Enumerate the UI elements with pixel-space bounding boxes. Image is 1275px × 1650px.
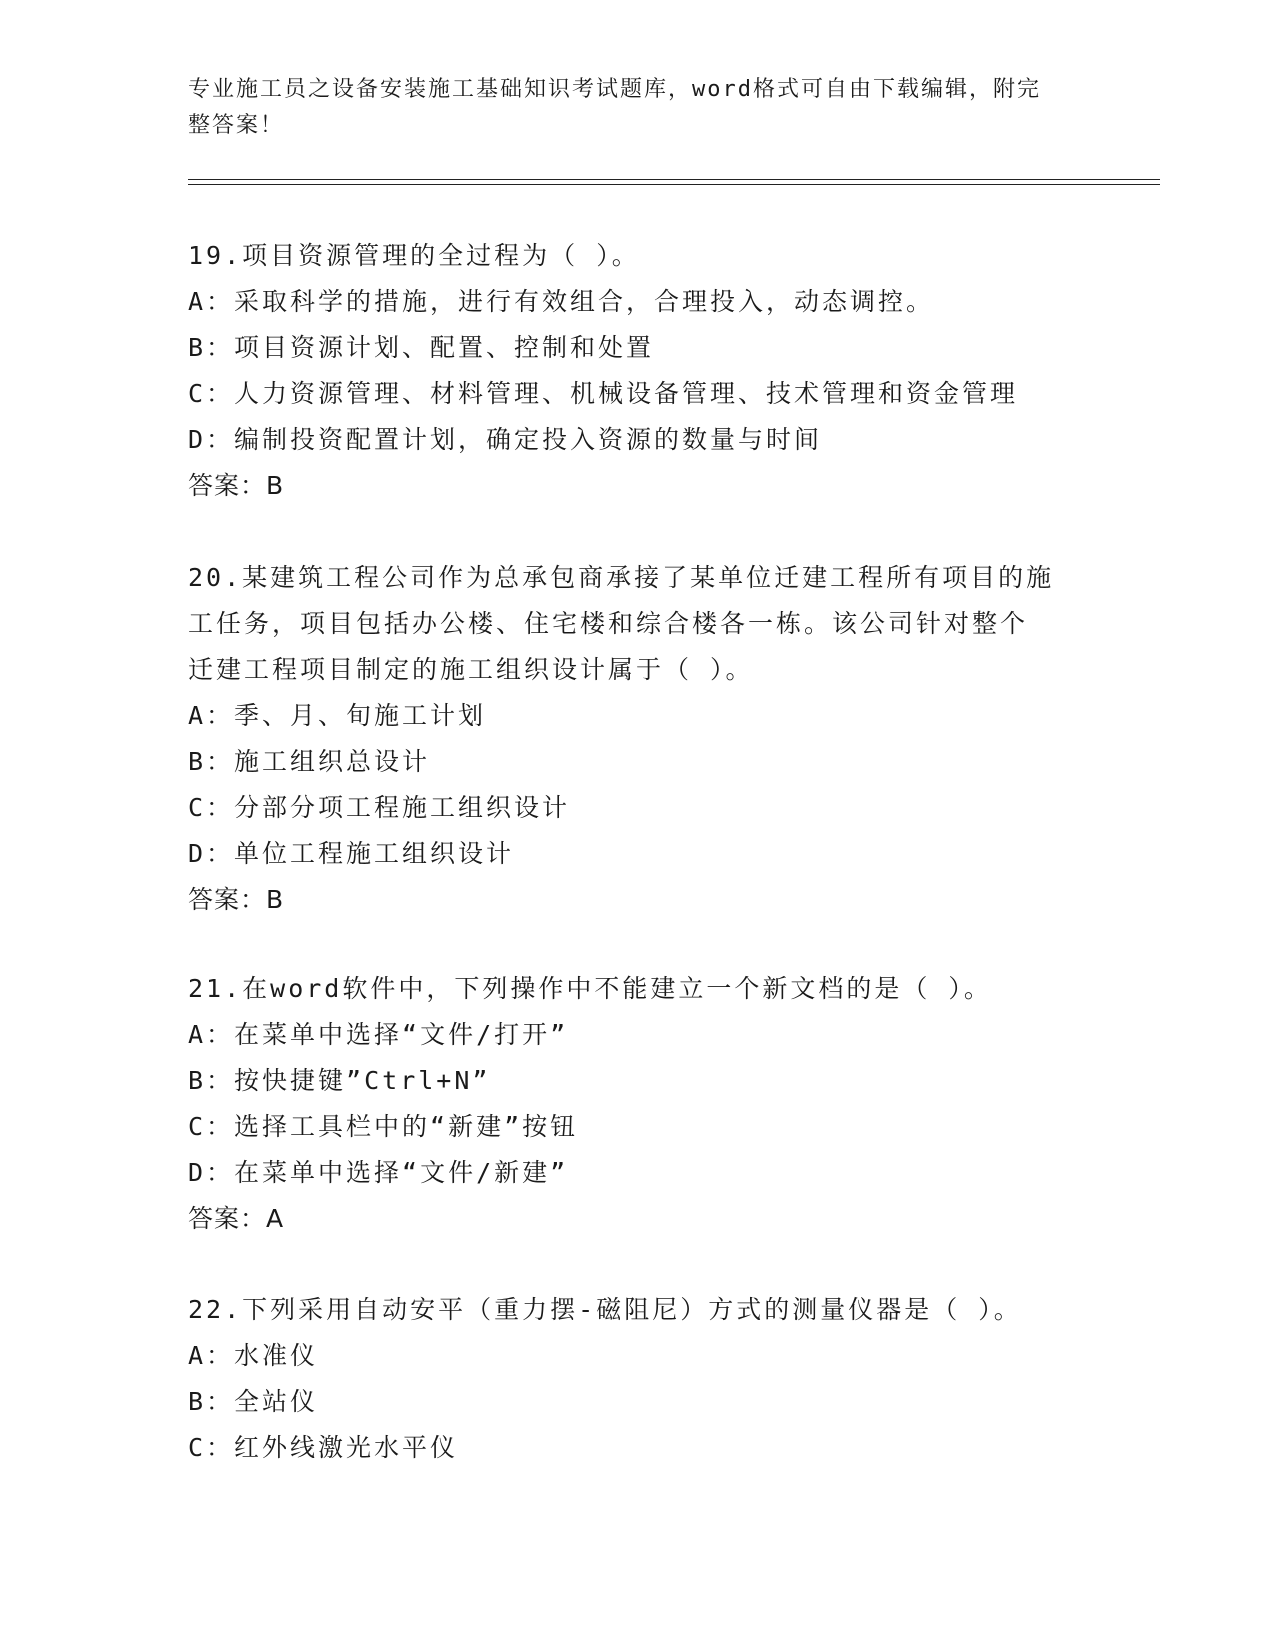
question-stem-line-1: 20.某建筑工程公司作为总承包商承接了某单位迁建工程所有项目的施 xyxy=(188,563,1055,592)
answer: 答案：B xyxy=(188,471,285,500)
question-stem-line-3: 迁建工程项目制定的施工组织设计属于（ ）。 xyxy=(188,655,754,684)
option-c: C：选择工具栏中的“新建”按钮 xyxy=(188,1112,579,1141)
document-header xyxy=(188,72,1088,144)
header-divider-top xyxy=(188,179,1160,180)
option-b: B：施工组织总设计 xyxy=(188,747,431,776)
option-b: B：全站仪 xyxy=(188,1387,319,1416)
question-22 xyxy=(188,1287,1088,1471)
option-a: A：采取科学的措施，进行有效组合，合理投入，动态调控。 xyxy=(188,287,935,316)
header-divider-bottom xyxy=(188,184,1160,185)
header-line-2: 整答案！ xyxy=(188,113,285,138)
option-c: C：红外线激光水平仪 xyxy=(188,1433,459,1462)
question-19 xyxy=(188,233,1088,509)
question-stem: 19.项目资源管理的全过程为（ ）。 xyxy=(188,241,640,270)
question-stem: 22.下列采用自动安平（重力摆-磁阻尼）方式的测量仪器是（ ）。 xyxy=(188,1295,1022,1324)
option-a: A：季、月、旬施工计划 xyxy=(188,701,487,730)
option-d: D：单位工程施工组织设计 xyxy=(188,839,515,868)
option-b: B：项目资源计划、配置、控制和处置 xyxy=(188,333,655,362)
header-line-1: 专业施工员之设备安装施工基础知识考试题库，word格式可自由下载编辑，附完 xyxy=(188,77,1041,102)
answer: 答案：A xyxy=(188,1204,285,1233)
question-stem: 21.在word软件中，下列操作中不能建立一个新文档的是（ ）。 xyxy=(188,974,992,1003)
option-d: D：在菜单中选择“文件/新建” xyxy=(188,1158,569,1187)
option-a: A：在菜单中选择“文件/打开” xyxy=(188,1020,569,1049)
question-21 xyxy=(188,966,1088,1242)
option-b: B：按快捷键”Ctrl+N” xyxy=(188,1066,491,1095)
option-c: C：分部分项工程施工组织设计 xyxy=(188,793,571,822)
option-a: A：水准仪 xyxy=(188,1341,319,1370)
option-c: C：人力资源管理、材料管理、机械设备管理、技术管理和资金管理 xyxy=(188,379,1019,408)
answer: 答案：B xyxy=(188,885,285,914)
option-d: D：编制投资配置计划，确定投入资源的数量与时间 xyxy=(188,425,823,454)
question-20 xyxy=(188,555,1088,923)
question-stem-line-2: 工任务，项目包括办公楼、住宅楼和综合楼各一栋。该公司针对整个 xyxy=(188,609,1029,638)
